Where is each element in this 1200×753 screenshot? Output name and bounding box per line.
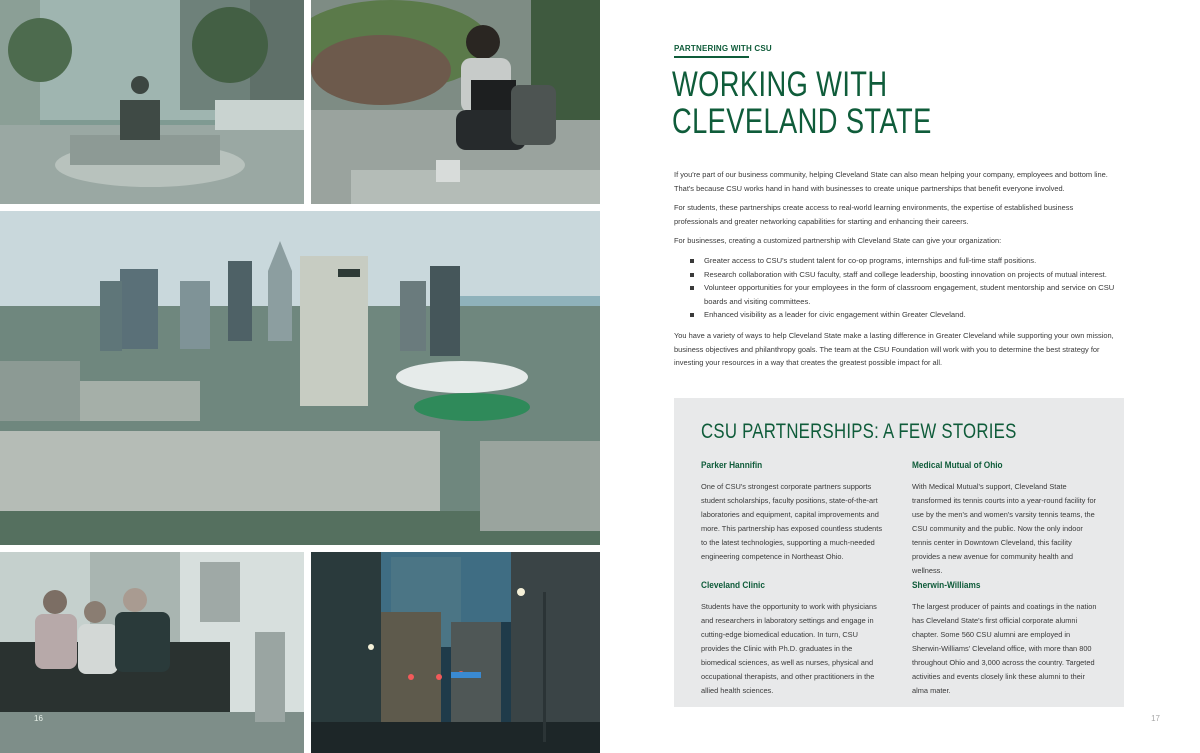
eyebrow-underline	[674, 56, 749, 58]
story-heading: Medical Mutual of Ohio	[912, 460, 1003, 470]
story-heading: Sherwin-Williams	[912, 580, 981, 590]
city-square-statue-photo	[0, 0, 304, 204]
businesses-paragraph: For businesses, creating a customized partnership with Cleveland State can give your organization:	[674, 236, 1002, 246]
page-number-right: 17	[1151, 714, 1160, 723]
story-text: Students have the opportunity to work with physicians and researchers in laboratory settings and engage in cutting-edge biomedical education. In turn, CSU provides the Clinic with Ph.D. graduates in the biomedical sciences, as well as nurses, physical and occupational therapists, and other practitioners in the allied health sciences.	[701, 602, 877, 695]
page-number-left: 16	[34, 714, 43, 723]
benefit-item: Volunteer opportunities for your employees in the form of classroom engagement, student mentorship and service on CSU boards and visiting committees.	[690, 281, 1126, 308]
downtown-street-night-photo	[311, 552, 600, 753]
student-with-laptop-photo	[311, 0, 600, 204]
story-text: With Medical Mutual's support, Cleveland State transformed its tennis courts into a year-round facility for use by the men's and women's varsity tennis teams, the CSU community and the public. Now the only indoor tennis center in Downtown Cleveland, this facility provides a new avenue for community health and wellness.	[912, 482, 1097, 575]
story-heading: Parker Hannifin	[701, 460, 763, 470]
page-title-line-2: CLEVELAND STATE	[672, 102, 932, 141]
students-seated-lobby-photo	[0, 552, 304, 753]
benefit-item: Greater access to CSU's student talent for co-op programs, internships and full-time staff positions.	[690, 254, 1126, 268]
story-heading: Cleveland Clinic	[701, 580, 765, 590]
cleveland-skyline-aerial-photo	[0, 211, 600, 545]
section-eyebrow: PARTNERING WITH CSU	[674, 44, 772, 53]
page-title-line-1: WORKING WITH	[672, 65, 888, 104]
partnership-stories-box	[674, 398, 1124, 707]
story-text: One of CSU's strongest corporate partners supports student scholarships, faculty positions, state-of-the-art laboratories and equipment, capital improvements and more. This partnership has exposed countless students to the latest technologies, supporting a much-needed engineering competence in Northeast Ohio.	[701, 482, 883, 561]
closing-paragraph: You have a variety of ways to help Cleveland State make a lasting difference in Greater Cleveland while supporting your own mission, business objectives and philanthropy goals. The team at the CSU Foundation will work with you to determine the best strategy for investing your resources in a way that creates the greatest possible impact for all.	[674, 330, 1114, 368]
benefit-item: Research collaboration with CSU faculty, staff and college leadership, boosting innovation on projects of mutual interest.	[690, 268, 1126, 282]
story-medical-mutual	[912, 460, 1098, 578]
story-text: The largest producer of paints and coatings in the nation has Cleveland State's first official corporate alumni chapter. Some 560 CSU alumni are employed in Sherwin-Williams' Cleveland office, with more than 800 throughout Ohio and 3,000 across the country. Targeted activities and events closely link these alumni to their alma mater.	[912, 602, 1097, 695]
benefits-list	[690, 254, 1126, 322]
story-cleveland-clinic	[701, 580, 887, 698]
intro-paragraph: If you're part of our business community, helping Cleveland State can also mean helping your company, employees and bottom line. That's because CSU works hand in hand with businesses to create unique partnerships that benefit everyone involved.	[674, 170, 1108, 193]
right-page-text	[600, 0, 1200, 753]
students-paragraph: For students, these partnerships create access to real-world learning environments, the expertise of established business professionals and greater networking capabilities for starting and enhancing their careers.	[674, 203, 1074, 226]
story-sherwin-williams	[912, 580, 1098, 698]
benefit-item: Enhanced visibility as a leader for civic engagement within Greater Cleveland.	[690, 308, 1126, 322]
stories-heading: CSU PARTNERSHIPS: A FEW STORIES	[701, 420, 1017, 443]
body-copy	[674, 168, 1126, 376]
story-parker-hannifin	[701, 460, 887, 564]
page-title	[672, 66, 1000, 140]
